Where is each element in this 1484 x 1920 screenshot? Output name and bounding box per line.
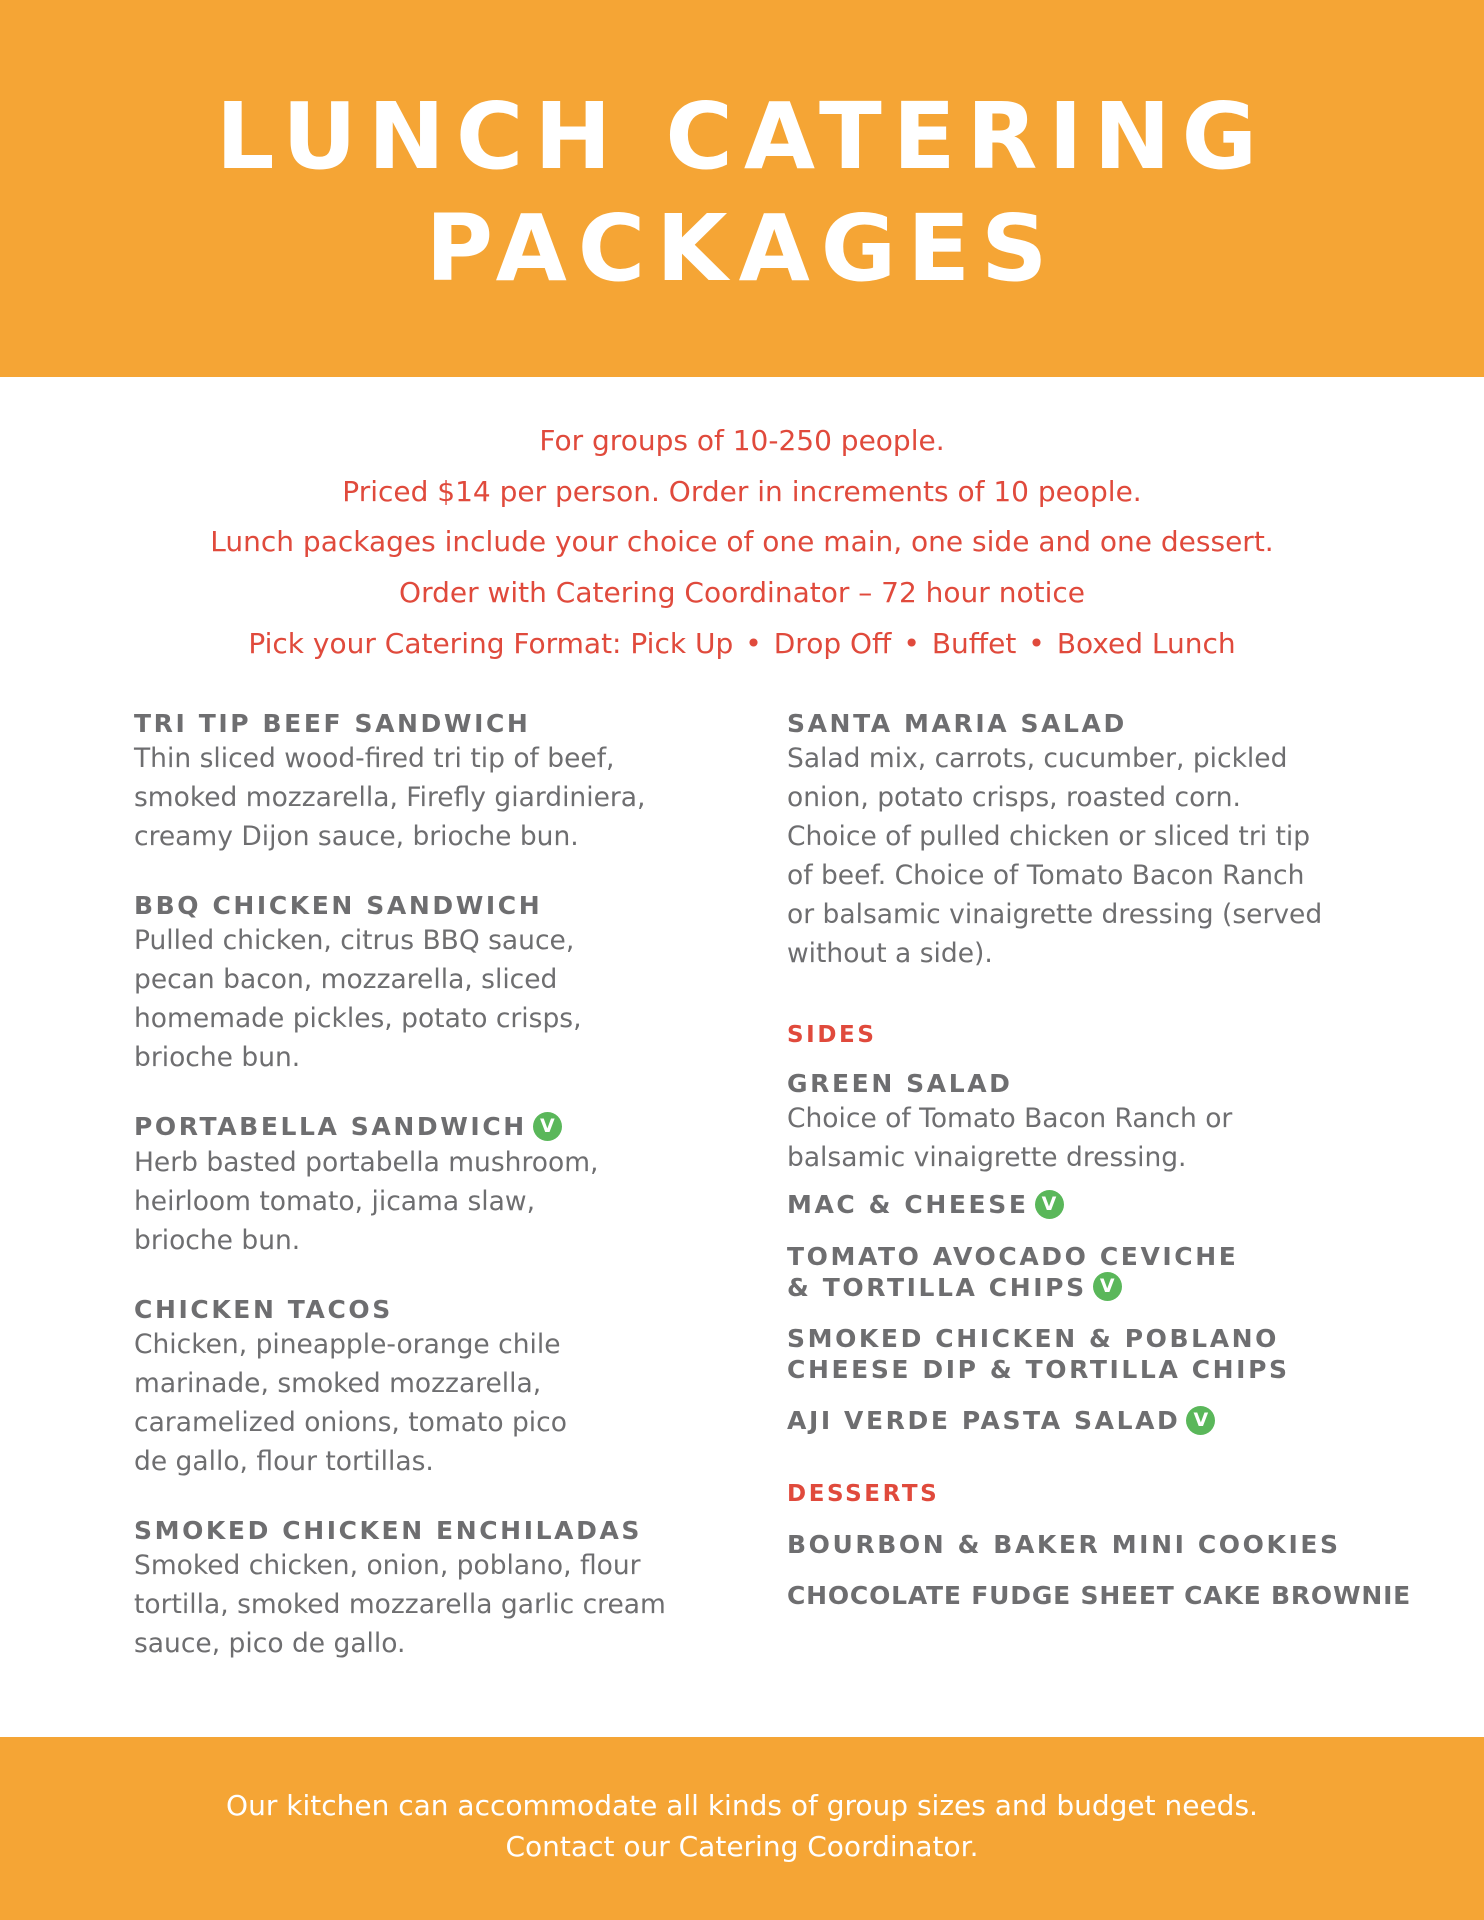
item-desc-line: Thin sliced wood-fired tri tip of beef, — [134, 743, 615, 774]
item-desc-line: sauce, pico de gallo. — [134, 1627, 406, 1659]
menu-column-right — [787, 708, 1427, 1611]
side-item-tomato-avocado-ceviche — [787, 1241, 1427, 1304]
item-desc-line: Pulled chicken, citrus BBQ sauce, — [134, 925, 575, 956]
menu-item-tri-tip-beef-sandwich — [134, 708, 734, 856]
dessert-item-sheet-cake-brownie — [787, 1580, 1427, 1611]
format-boxed-lunch: Boxed Lunch — [1056, 627, 1236, 660]
side-item-aji-verde-pasta-salad — [787, 1405, 1427, 1437]
item-name-text: MAC & CHEESE — [787, 1190, 1029, 1219]
header-banner — [0, 0, 1484, 377]
item-name — [134, 1111, 734, 1143]
item-desc-line: Choice of pulled chicken or sliced tri tip — [787, 821, 1311, 852]
item-name: BOURBON & BAKER MINI COOKIES — [787, 1529, 1341, 1559]
vegetarian-icon: V — [533, 1112, 562, 1141]
item-name: CHOCOLATE FUDGE SHEET CAKE BROWNIE — [787, 1580, 1412, 1610]
bullet-separator: • — [745, 627, 762, 660]
intro-order: Order with Catering Coordinator – 72 hour notice — [399, 576, 1085, 609]
item-name: TRI TIP BEEF SANDWICH — [134, 709, 531, 738]
item-desc-line: Smoked chicken, onion, poblano, flour — [134, 1549, 641, 1581]
menu-item-portabella-sandwich — [134, 1111, 734, 1260]
menu-item-bbq-chicken-sandwich — [134, 890, 734, 1077]
item-desc-line: pecan bacon, mozzarella, sliced — [134, 964, 558, 995]
item-name: TOMATO AVOCADO CEVICHE — [787, 1241, 1239, 1271]
item-name-text: AJI VERDE PASTA SALAD — [787, 1406, 1181, 1435]
vegetarian-icon: V — [1093, 1272, 1122, 1301]
item-desc-line: smoked mozzarella, Firefly giardiniera, — [134, 782, 646, 813]
page-title-line-2: PACKAGES — [425, 195, 1059, 302]
footer-line-2: Contact our Catering Coordinator. — [505, 1830, 979, 1863]
item-name-text: & TORTILLA CHIPS — [787, 1272, 1087, 1302]
side-item-smoked-chicken-poblano-dip — [787, 1323, 1427, 1385]
dessert-item-mini-cookies — [787, 1529, 1427, 1560]
item-name-line-2 — [787, 1272, 1427, 1304]
item-name: SMOKED CHICKEN & POBLANO — [787, 1324, 1280, 1353]
vegetarian-icon: V — [1186, 1406, 1215, 1435]
format-buffet: Buffet — [931, 627, 1017, 660]
footer-banner — [0, 1737, 1484, 1920]
item-name: GREEN SALAD — [787, 1069, 1013, 1098]
item-desc-line: marinade, smoked mozzarella, — [134, 1367, 542, 1399]
side-item-mac-and-cheese — [787, 1189, 1427, 1221]
bullet-separator: • — [903, 627, 920, 660]
intro-includes: Lunch packages include your choice of one main, one side and one dessert. — [210, 525, 1274, 558]
item-desc-line: de gallo, flour tortillas. — [134, 1445, 434, 1477]
format-label: Pick your Catering Format: Pick Up — [248, 627, 734, 660]
item-desc-line: of beef. Choice of Tomato Bacon Ranch — [787, 860, 1305, 891]
item-name: SANTA MARIA SALAD — [787, 709, 1127, 738]
item-desc-line: or balsamic vinaigrette dressing (served — [787, 899, 1323, 930]
item-name — [787, 1189, 1427, 1221]
intro-groups: For groups of 10-250 people. — [539, 424, 945, 457]
menu-item-chicken-tacos — [134, 1294, 734, 1481]
item-desc-line: onion, potato crisps, roasted corn. — [787, 782, 1241, 813]
side-item-green-salad — [787, 1068, 1427, 1177]
item-desc-line: homemade pickles, potato crisps, — [134, 1003, 582, 1034]
item-desc-line: Choice of Tomato Bacon Ranch or — [787, 1103, 1233, 1134]
sides-heading: SIDES — [787, 1022, 877, 1048]
item-desc-line: without a side). — [787, 938, 993, 969]
menu-item-smoked-chicken-enchiladas — [134, 1515, 734, 1663]
item-desc-line: brioche bun. — [134, 1042, 301, 1073]
item-desc-line: creamy Dijon sauce, brioche bun. — [134, 821, 579, 852]
mains-column-left — [134, 708, 734, 1663]
item-name-line-2: CHEESE DIP & TORTILLA CHIPS — [787, 1355, 1290, 1384]
item-desc-line: Salad mix, carrots, cucumber, pickled — [787, 743, 1288, 774]
item-desc-line: heirloom tomato, jicama slaw, — [134, 1185, 536, 1217]
item-desc-line: tortilla, smoked mozzarella garlic cream — [134, 1588, 666, 1620]
footer-line-1: Our kitchen can accommodate all kinds of group sizes and budget needs. — [226, 1789, 1258, 1822]
format-drop-off: Drop Off — [773, 627, 892, 660]
page-title-line-1: LUNCH CATERING — [215, 83, 1269, 190]
item-name-text: PORTABELLA SANDWICH — [134, 1112, 527, 1141]
item-desc-line: Chicken, pineapple-orange chile — [134, 1328, 561, 1360]
menu-item-santa-maria-salad — [787, 708, 1427, 973]
item-desc-line: caramelized onions, tomato pico — [134, 1406, 567, 1438]
vegetarian-icon: V — [1035, 1190, 1064, 1219]
item-name: BBQ CHICKEN SANDWICH — [134, 891, 543, 920]
item-desc-line: balsamic vinaigrette dressing. — [787, 1142, 1187, 1173]
item-name: SMOKED CHICKEN ENCHILADAS — [134, 1515, 642, 1545]
item-desc-line: brioche bun. — [134, 1224, 301, 1256]
bullet-separator: • — [1028, 627, 1045, 660]
intro-formats — [0, 624, 1484, 664]
item-name — [787, 1405, 1427, 1437]
item-desc-line: Herb basted portabella mushroom, — [134, 1146, 599, 1178]
intro-price: Priced $14 per person. Order in increments of 10 people. — [342, 475, 1142, 508]
item-name: CHICKEN TACOS — [134, 1294, 393, 1324]
desserts-heading: DESSERTS — [787, 1480, 940, 1507]
